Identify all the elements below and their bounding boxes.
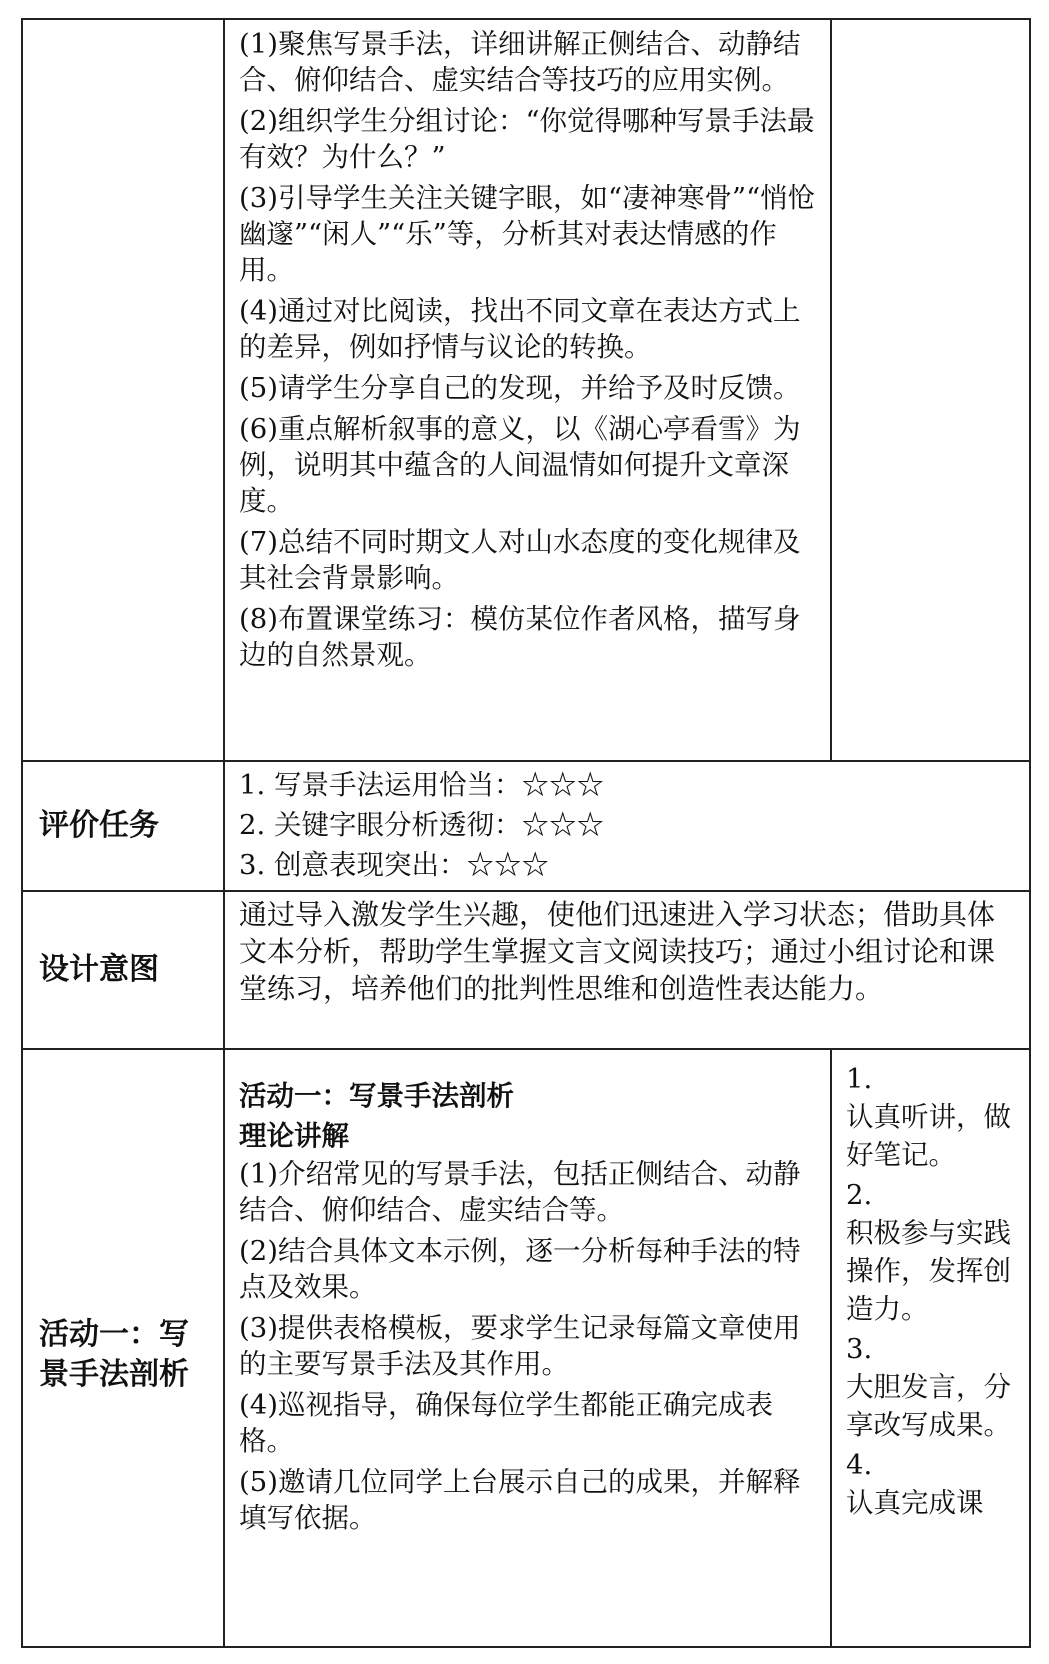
teaching-step: (3)引导学生关注关键字眼，如“凄神寒骨”“悄怆幽邃”“闲人”“乐”等，分析其对表达情感的作用。 — [239, 182, 816, 286]
teaching-steps-cell — [225, 20, 832, 760]
table-row-activity-one — [23, 1048, 1029, 1648]
teaching-step: (5)请学生分享自己的发现，并给予及时反馈。 — [239, 372, 801, 404]
student-note-number: 2. — [846, 1179, 873, 1211]
evaluation-cell — [225, 762, 1029, 890]
activity-subheading: 理论讲解 — [239, 1120, 349, 1152]
activity-step: (4)巡视指导，确保每位学生都能正确完成表格。 — [239, 1389, 773, 1457]
student-note-number: 1. — [846, 1063, 873, 1095]
activity-step: (1)介绍常见的写景手法，包括正侧结合、动静结合、俯仰结合、虚实结合等。 — [239, 1158, 801, 1226]
evaluation-item: 2. 关键字眼分析透彻：☆☆☆ — [239, 809, 604, 841]
student-note-number: 3. — [846, 1333, 873, 1365]
student-note — [846, 1176, 1021, 1328]
table-row-teaching-steps — [23, 20, 1029, 760]
evaluation-item: 3. 创意表现突出：☆☆☆ — [239, 849, 549, 881]
row-label-empty — [23, 20, 225, 760]
student-note — [846, 1060, 1021, 1174]
evaluation-label: 评价任务 — [23, 762, 225, 890]
student-note-text: 大胆发言，分享改写成果。 — [846, 1371, 1011, 1441]
teaching-step: (7)总结不同时期文人对山水态度的变化规律及其社会背景影响。 — [239, 526, 801, 594]
teaching-step: (1)聚焦写景手法，详细讲解正侧结合、动静结合、俯仰结合、虚实结合等技巧的应用实例。 — [239, 28, 801, 96]
design-intent-text: 通过导入激发学生兴趣，使他们迅速进入学习状态；借助具体文本分析，帮助学生掌握文言文阅读技巧；通过小组讨论和课堂练习，培养他们的批判性思维和创造性表达能力。 — [239, 898, 996, 1005]
teaching-step: (2)组织学生分组讨论：“你觉得哪种写景手法最有效？为什么？” — [239, 105, 815, 173]
table-row-design-intent — [23, 890, 1029, 1048]
teaching-step: (8)布置课堂练习：模仿某位作者风格，描写身边的自然景观。 — [239, 603, 801, 671]
activity-step: (5)邀请几位同学上台展示自己的成果，并解释填写依据。 — [239, 1466, 801, 1534]
student-note — [846, 1330, 1021, 1444]
design-intent-label: 设计意图 — [23, 892, 225, 1048]
activity-step: (3)提供表格模板，要求学生记录每篇文章使用的主要写景手法及其作用。 — [239, 1312, 801, 1380]
teaching-step: (6)重点解析叙事的意义，以《湖心亭看雪》为例，说明其中蕴含的人间温情如何提升文章深度。 — [239, 413, 801, 517]
activity-step: (2)结合具体文本示例，逐一分析每种手法的特点及效果。 — [239, 1235, 801, 1303]
activity-one-cell — [225, 1050, 832, 1648]
student-note-number: 4. — [846, 1449, 873, 1481]
evaluation-item: 1. 写景手法运用恰当：☆☆☆ — [239, 769, 604, 801]
student-note-text: 积极参与实践操作，发挥创造力。 — [846, 1217, 1011, 1325]
activity-one-label: 活动一：写景手法剖析 — [23, 1050, 225, 1648]
lesson-plan-table — [21, 18, 1031, 1648]
student-note-text: 认真听讲，做好笔记。 — [846, 1101, 1011, 1171]
table-row-evaluation — [23, 760, 1029, 890]
teaching-step: (4)通过对比阅读，找出不同文章在表达方式上的差异，例如抒情与议论的转换。 — [239, 295, 801, 363]
student-note — [846, 1446, 1021, 1522]
activity-heading: 活动一：写景手法剖析 — [239, 1080, 514, 1112]
student-activity-cell-empty — [832, 20, 1029, 760]
design-intent-cell — [225, 892, 1029, 1048]
student-note-text: 认真完成课 — [846, 1487, 984, 1519]
student-activity-cell — [832, 1050, 1029, 1648]
